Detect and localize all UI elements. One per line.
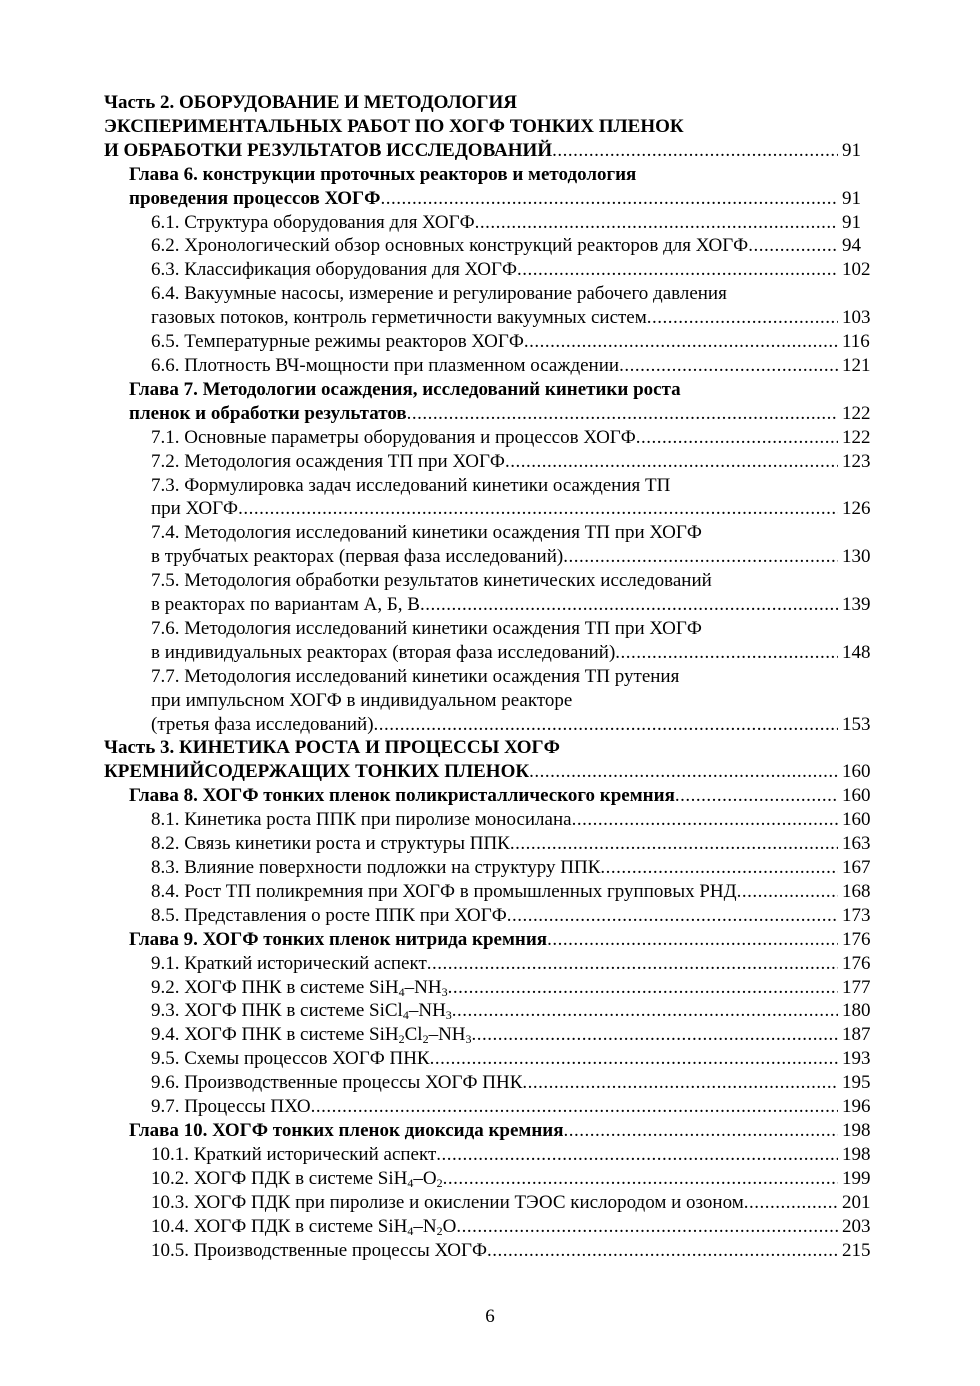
entry-title: газовых потоков, контроль герметичности вакуумных систем xyxy=(151,307,647,329)
toc-entry-section-6-5 xyxy=(104,330,876,354)
formula-subscript: 2 xyxy=(422,1032,429,1047)
dot-leader xyxy=(487,1239,838,1263)
formula-subscript: 4 xyxy=(398,984,405,999)
entry-title xyxy=(151,999,452,1023)
entry-page: 130 xyxy=(842,546,871,568)
entry-title: 10.3. ХОГФ ПДК при пиролизе и окислении ТЭОС кислородом и озоном xyxy=(151,1191,744,1213)
formula-text: 9.4. ХОГФ ПНК в системе SiH xyxy=(151,1024,399,1046)
formula-subscript: 4 xyxy=(407,1175,414,1190)
toc-entry-section-9-7 xyxy=(104,1095,876,1119)
dot-leader xyxy=(510,832,838,856)
entry-page: 168 xyxy=(842,880,871,902)
entry-page: 102 xyxy=(842,259,871,281)
entry-page: 198 xyxy=(842,1143,871,1165)
formula-text: –NH xyxy=(428,1024,466,1046)
entry-title: 6.3. Классификация оборудования для ХОГФ xyxy=(151,259,518,281)
entry-title: Глава 9. ХОГФ тонких пленок нитрида кремния xyxy=(129,928,548,950)
entry-title-line: Часть 3. КИНЕТИКА РОСТА И ПРОЦЕССЫ ХОГФ xyxy=(104,737,560,759)
entry-page: 180 xyxy=(842,1000,871,1022)
entry-last-line xyxy=(104,760,876,784)
toc-entry-section-6-4 xyxy=(104,282,876,330)
entry-title: проведения процессов ХОГФ xyxy=(129,187,381,209)
entry-last-line xyxy=(104,497,876,521)
dot-leader xyxy=(505,450,838,474)
toc-entry-section-9-4 xyxy=(104,1023,876,1047)
toc-entry-section-8-4 xyxy=(104,880,876,904)
toc-entry-chapter-10 xyxy=(104,1119,876,1143)
entry-title: 6.5. Температурные режимы реакторов ХОГФ xyxy=(151,331,524,353)
entry-title: 10.1. Краткий исторический аспект xyxy=(151,1143,437,1165)
toc-entry-section-10-3 xyxy=(104,1191,876,1215)
entry-page: 153 xyxy=(842,713,871,735)
dot-leader xyxy=(647,306,838,330)
dot-leader xyxy=(507,904,838,928)
toc-entry-chapter-7 xyxy=(104,378,876,426)
toc-entry-section-8-2 xyxy=(104,832,876,856)
entry-title-line: 7.4. Методология исследований кинетики осаждения ТП при ХОГФ xyxy=(151,522,702,544)
entry-title xyxy=(151,1215,456,1239)
entry-title: 9.1. Краткий исторический аспект xyxy=(151,952,427,974)
toc-entry-section-9-3 xyxy=(104,999,876,1023)
dot-leader xyxy=(744,1191,838,1215)
formula-text: 10.2. ХОГФ ПДК в системе SiH xyxy=(151,1167,408,1189)
table-of-contents xyxy=(104,91,876,1262)
entry-page: 103 xyxy=(842,307,871,329)
entry-title: Глава 8. ХОГФ тонких пленок поликристаллического кремния xyxy=(129,785,675,807)
formula-subscript: 3 xyxy=(445,1008,452,1023)
dot-leader xyxy=(436,1143,838,1167)
entry-title: 9.7. Процессы ПХО xyxy=(151,1096,311,1118)
entry-page: 122 xyxy=(842,426,871,448)
toc-entry-section-10-1 xyxy=(104,1143,876,1167)
formula-subscript: 3 xyxy=(465,1032,472,1047)
toc-entry-section-7-7 xyxy=(104,665,876,737)
entry-title: пленок и обработки результатов xyxy=(129,402,407,424)
entry-title: 7.1. Основные параметры оборудования и процессов ХОГФ xyxy=(151,426,636,448)
toc-entry-section-7-6 xyxy=(104,617,876,665)
entry-last-line xyxy=(104,593,876,617)
toc-entry-section-7-5 xyxy=(104,569,876,617)
entry-title: 6.1. Структура оборудования для ХОГФ xyxy=(151,211,475,233)
entry-last-line xyxy=(104,545,876,569)
entry-title-line: 6.4. Вакуумные насосы, измерение и регулирование рабочего давления xyxy=(151,283,727,305)
toc-entry-section-9-6 xyxy=(104,1071,876,1095)
entry-page: 198 xyxy=(842,1119,871,1141)
entry-last-line xyxy=(104,402,876,426)
entry-page: 215 xyxy=(842,1239,871,1261)
formula-text: –N xyxy=(413,1215,437,1237)
entry-page: 160 xyxy=(842,761,871,783)
entry-title: 6.2. Хронологический обзор основных конструкций реакторов для ХОГФ xyxy=(151,235,749,257)
entry-title-line: Глава 7. Методологии осаждения, исследований кинетики роста xyxy=(129,378,681,400)
entry-title: в трубчатых реакторах (первая фаза исследований) xyxy=(151,546,564,568)
dot-leader xyxy=(564,1119,838,1143)
dot-leader xyxy=(600,856,838,880)
entry-title: в реакторах по вариантам А, Б, В xyxy=(151,594,420,616)
entry-page: 196 xyxy=(842,1096,871,1118)
toc-entry-section-7-3 xyxy=(104,474,876,522)
toc-entry-section-7-1 xyxy=(104,426,876,450)
formula-subscript: 2 xyxy=(436,1175,443,1190)
dot-leader xyxy=(529,760,838,784)
entry-last-line xyxy=(104,187,876,211)
entry-page: 139 xyxy=(842,594,871,616)
dot-leader xyxy=(456,1215,838,1239)
entry-title-line: 7.7. Методология исследований кинетики осаждения ТП рутения xyxy=(151,665,680,687)
dot-leader xyxy=(572,808,838,832)
entry-title-line: 7.3. Формулировка задач исследований кинетики осаждения ТП xyxy=(151,474,671,496)
dot-leader xyxy=(430,1047,838,1071)
toc-entry-section-9-5 xyxy=(104,1047,876,1071)
entry-page: 195 xyxy=(842,1072,871,1094)
formula-subscript: 2 xyxy=(398,1032,405,1047)
dot-leader xyxy=(748,234,838,258)
formula-subscript: 4 xyxy=(402,1008,409,1023)
dot-leader xyxy=(675,784,838,808)
entry-page: 193 xyxy=(842,1048,871,1070)
formula-text: Cl xyxy=(404,1024,423,1046)
entry-page: 176 xyxy=(842,928,871,950)
page-number: 6 xyxy=(485,1306,495,1327)
entry-page: 199 xyxy=(842,1167,871,1189)
entry-page: 201 xyxy=(842,1191,871,1213)
toc-entry-section-10-5 xyxy=(104,1239,876,1263)
dot-leader xyxy=(522,1071,838,1095)
entry-page: 91 xyxy=(842,187,861,209)
toc-entry-chapter-9 xyxy=(104,928,876,952)
dot-leader xyxy=(311,1095,838,1119)
entry-page: 187 xyxy=(842,1024,871,1046)
entry-title: Глава 10. ХОГФ тонких пленок диоксида кремния xyxy=(129,1119,564,1141)
entry-page: 91 xyxy=(842,211,861,233)
formula-text: –O xyxy=(413,1167,437,1189)
toc-entry-section-6-1 xyxy=(104,211,876,235)
entry-title: 8.1. Кинетика роста ППК при пиролизе моносилана xyxy=(151,809,572,831)
dot-leader xyxy=(448,976,838,1000)
toc-entry-section-8-5 xyxy=(104,904,876,928)
entry-title: 7.2. Методология осаждения ТП при ХОГФ xyxy=(151,450,505,472)
entry-title-line: 7.6. Методология исследований кинетики осаждения ТП при ХОГФ xyxy=(151,617,702,639)
toc-entry-section-6-3 xyxy=(104,258,876,282)
dot-leader xyxy=(524,330,838,354)
entry-page: 203 xyxy=(842,1215,871,1237)
entry-title xyxy=(151,1023,472,1047)
entry-last-line xyxy=(104,641,876,665)
entry-title: КРЕМНИЙСОДЕРЖАЩИХ ТОНКИХ ПЛЕНОК xyxy=(104,761,530,783)
entry-page: 94 xyxy=(842,235,861,257)
entry-title: 8.5. Представления о росте ППК при ХОГФ xyxy=(151,904,507,926)
entry-page: 176 xyxy=(842,952,871,974)
toc-entry-section-9-1 xyxy=(104,952,876,976)
entry-title: 6.6. Плотность ВЧ-мощности при плазменном осаждении xyxy=(151,354,620,376)
entry-title-line: 7.5. Методология обработки результатов кинетических исследований xyxy=(151,570,712,592)
entry-page: 177 xyxy=(842,976,871,998)
toc-entry-chapter-8 xyxy=(104,784,876,808)
entry-title: И ОБРАБОТКИ РЕЗУЛЬТАТОВ ИССЛЕДОВАНИЙ xyxy=(104,139,553,161)
entry-page: 167 xyxy=(842,857,871,878)
entry-page: 173 xyxy=(842,904,871,926)
entry-page: 91 xyxy=(842,139,861,161)
entry-title-line: при импульсном ХОГФ в индивидуальном реакторе xyxy=(151,689,573,711)
entry-page: 148 xyxy=(842,641,871,663)
entry-page: 121 xyxy=(842,354,871,376)
entry-title: в индивидуальных реакторах (вторая фаза исследований) xyxy=(151,641,616,663)
entry-page: 163 xyxy=(842,833,871,855)
entry-title: 9.5. Схемы процессов ХОГФ ПНК xyxy=(151,1048,430,1070)
entry-page: 126 xyxy=(842,498,871,520)
dot-leader xyxy=(427,952,838,976)
toc-entry-section-8-1 xyxy=(104,808,876,832)
toc-entry-part-3 xyxy=(104,736,876,784)
dot-leader xyxy=(452,999,838,1023)
entry-title: (третья фаза исследований) xyxy=(151,713,374,735)
dot-leader xyxy=(475,211,838,235)
toc-entry-chapter-6 xyxy=(104,163,876,211)
entry-last-line xyxy=(104,139,876,163)
formula-text: –NH xyxy=(404,976,442,998)
dot-leader xyxy=(407,402,838,426)
entry-page: 160 xyxy=(842,785,871,807)
dot-leader xyxy=(619,354,838,378)
entry-title: 9.6. Производственные процессы ХОГФ ПНК xyxy=(151,1072,523,1094)
toc-entry-part-2 xyxy=(104,91,876,163)
entry-page: 123 xyxy=(842,450,871,472)
formula-text: O xyxy=(442,1215,457,1237)
dot-leader xyxy=(636,426,838,450)
dot-leader xyxy=(443,1167,838,1191)
dot-leader xyxy=(238,497,838,521)
dot-leader xyxy=(563,545,838,569)
dot-leader xyxy=(420,593,838,617)
dot-leader xyxy=(517,258,838,282)
toc-entry-section-6-2 xyxy=(104,234,876,258)
entry-title: 8.2. Связь кинетики роста и структуры ППК xyxy=(151,833,510,855)
dot-leader xyxy=(547,928,838,952)
formula-subscript: 2 xyxy=(436,1223,443,1238)
formula-subscript: 3 xyxy=(441,984,448,999)
dot-leader xyxy=(737,880,838,904)
dot-leader xyxy=(615,641,838,665)
entry-title-line: ЭКСПЕРИМЕНТАЛЬНЫХ РАБОТ ПО ХОГФ ТОНКИХ ПЛЕНОК xyxy=(104,115,684,137)
entry-title: при ХОГФ xyxy=(151,498,239,520)
formula-text: –NH xyxy=(408,1000,446,1022)
entry-last-line xyxy=(104,306,876,330)
toc-entry-section-9-2 xyxy=(104,976,876,1000)
dot-leader xyxy=(380,187,838,211)
entry-title: 10.5. Производственные процессы ХОГФ xyxy=(151,1239,488,1261)
entry-last-line xyxy=(104,713,876,737)
formula-text: 9.2. ХОГФ ПНК в системе SiH xyxy=(151,976,399,998)
entry-page: 122 xyxy=(842,402,871,424)
toc-entry-section-6-6 xyxy=(104,354,876,378)
entry-title-line: Глава 6. конструкции проточных реакторов и методология xyxy=(129,163,637,185)
dot-leader xyxy=(374,713,838,737)
toc-entry-section-10-2 xyxy=(104,1167,876,1191)
entry-title-line: Часть 2. ОБОРУДОВАНИЕ И МЕТОДОЛОГИЯ xyxy=(104,92,517,113)
toc-entry-section-7-2 xyxy=(104,450,876,474)
toc-entry-section-7-4 xyxy=(104,521,876,569)
formula-subscript: 4 xyxy=(407,1223,414,1238)
toc-entry-section-8-3 xyxy=(104,856,876,880)
entry-title: 8.3. Влияние поверхности подложки на структуру ППК xyxy=(151,857,601,878)
entry-title: 8.4. Рост ТП поликремния при ХОГФ в промышленных групповых РНД xyxy=(151,880,737,902)
dot-leader xyxy=(472,1023,838,1047)
dot-leader xyxy=(552,139,838,163)
formula-text: 10.4. ХОГФ ПДК в системе SiH xyxy=(151,1215,408,1237)
formula-text: 9.3. ХОГФ ПНК в системе SiCl xyxy=(151,1000,403,1022)
entry-title xyxy=(151,976,448,1000)
entry-page: 116 xyxy=(842,331,870,353)
entry-page: 160 xyxy=(842,809,871,831)
toc-entry-section-10-4 xyxy=(104,1215,876,1239)
entry-title xyxy=(151,1167,443,1191)
